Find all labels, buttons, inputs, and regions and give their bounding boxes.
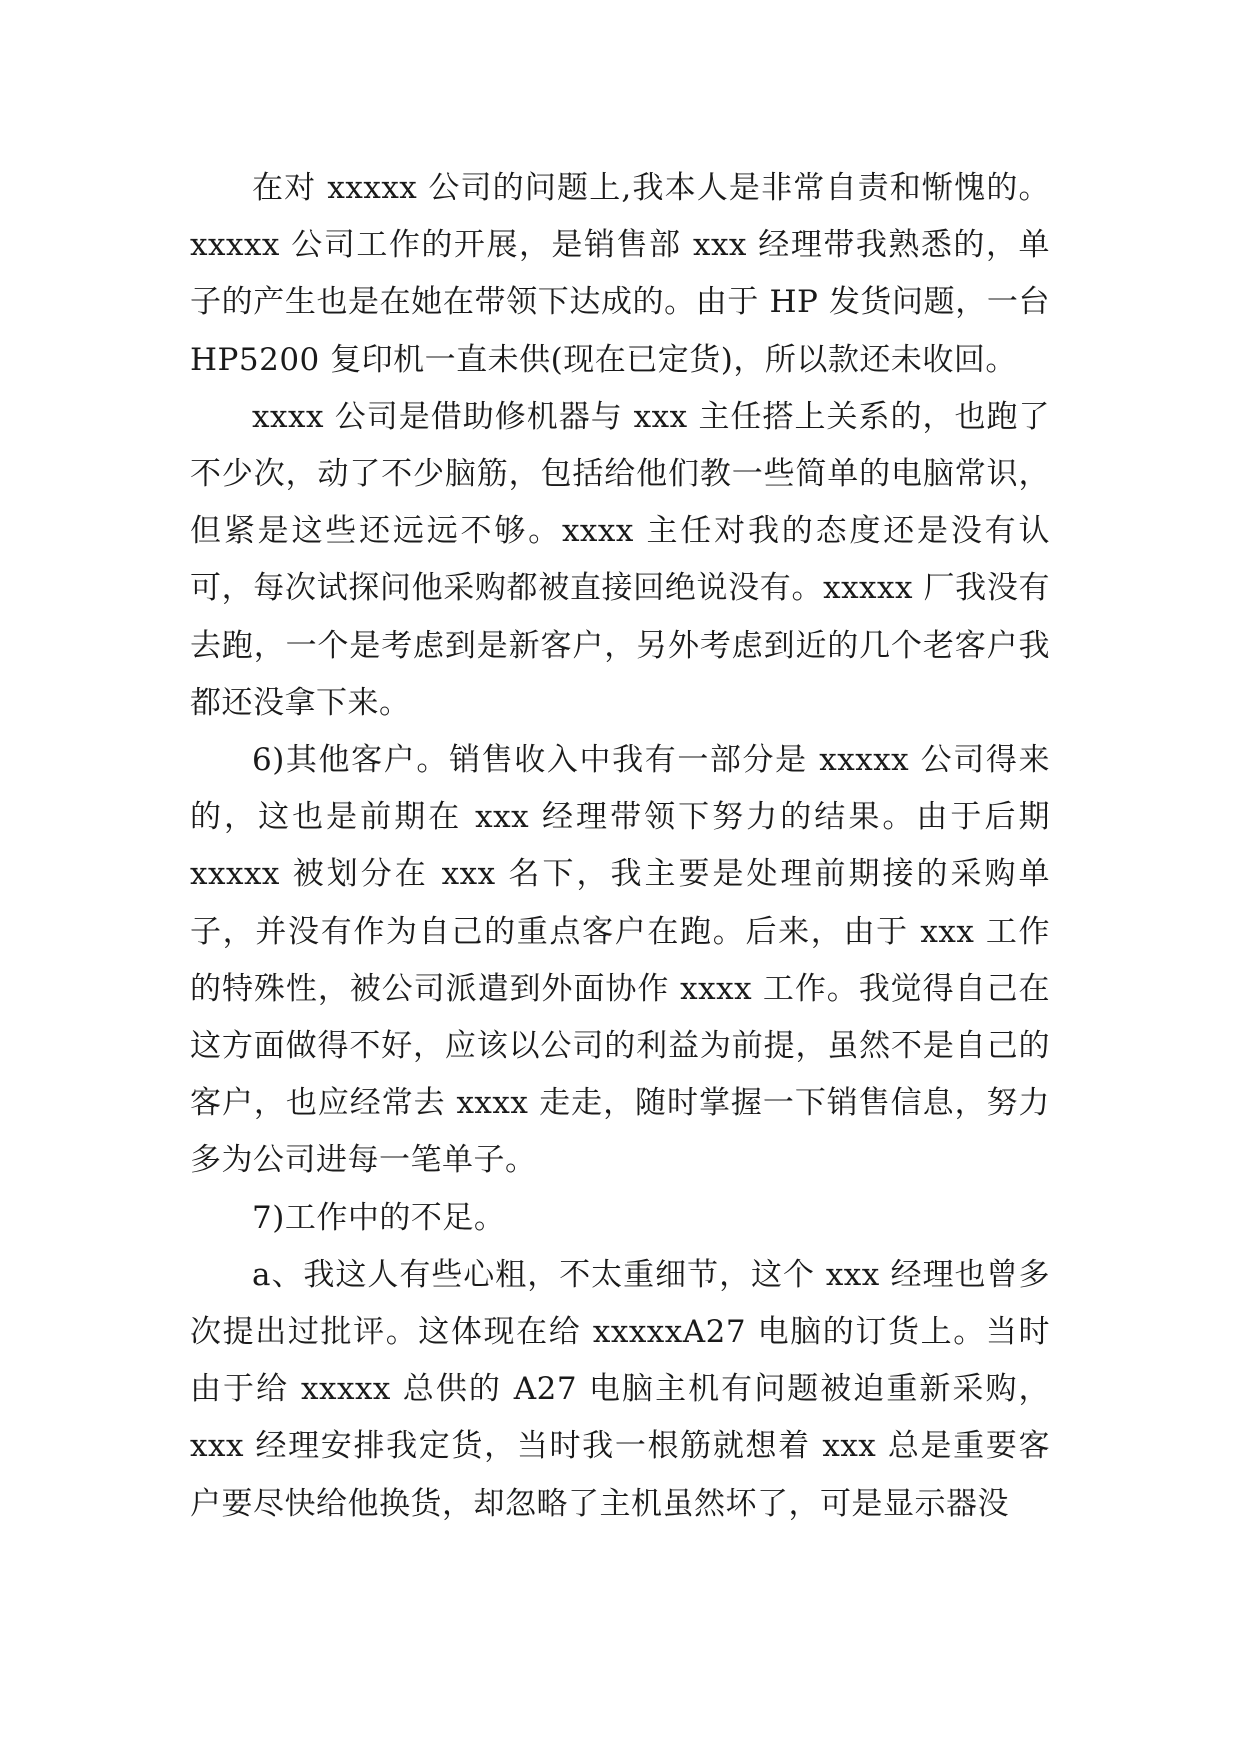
paragraph-director-relation: xxxx 公司是借助修机器与 xxx 主任搭上关系的，也跑了不少次，动了不少脑筋，包括给他们教一些简单的电脑常识，但紧是这些还远远不够。xxxx 主任对我的态度还是没有认可，每次试探问他采购都被直接回绝说没有。xxxxx 厂我没有去跑，一个是考虑到是新客户，另外考虑到近的几个老客户我都还没拿下来。	[190, 398, 1050, 721]
paragraph-shortcomings-heading: 7)工作中的不足。	[252, 1199, 506, 1236]
document-body	[190, 160, 1050, 1533]
paragraph-shortcoming-a: a、我这人有些心粗，不太重细节，这个 xxx 经理也曾多次提出过批评。这体现在给 xxxxxA27 电脑的订货上。当时由于给 xxxxx 总供的 A27 电脑主机有问题被迫重新采购，xxx 经理安排我定货，当时我一根筋就想着 xxx 总是重要客户要尽快给他换货，却忽略了主机虽然坏了，可是显示器没	[190, 1256, 1050, 1522]
paragraph-company-issue: 在对 xxxxx 公司的问题上,我本人是非常自责和惭愧的。xxxxx 公司工作的开展，是销售部 xxx 经理带我熟悉的，单子的产生也是在她在带领下达成的。由于 HP 发货问题，一台 HP5200 复印机一直未供(现在已定货)，所以款还未收回。	[190, 170, 1050, 378]
paragraph-other-customers: 6)其他客户。销售收入中我有一部分是 xxxxx 公司得来的，这也是前期在 xxx 经理带领下努力的结果。由于后期 xxxxx 被划分在 xxx 名下，我主要是处理前期接的采购单子，并没有作为自己的重点客户在跑。后来，由于 xxx 工作的特殊性，被公司派遣到外面协作 xxxx 工作。我觉得自己在这方面做得不好，应该以公司的利益为前提，虽然不是自己的客户，也应经常去 xxxx 走走，随时掌握一下销售信息，努力多为公司进每一笔单子。	[190, 742, 1050, 1179]
